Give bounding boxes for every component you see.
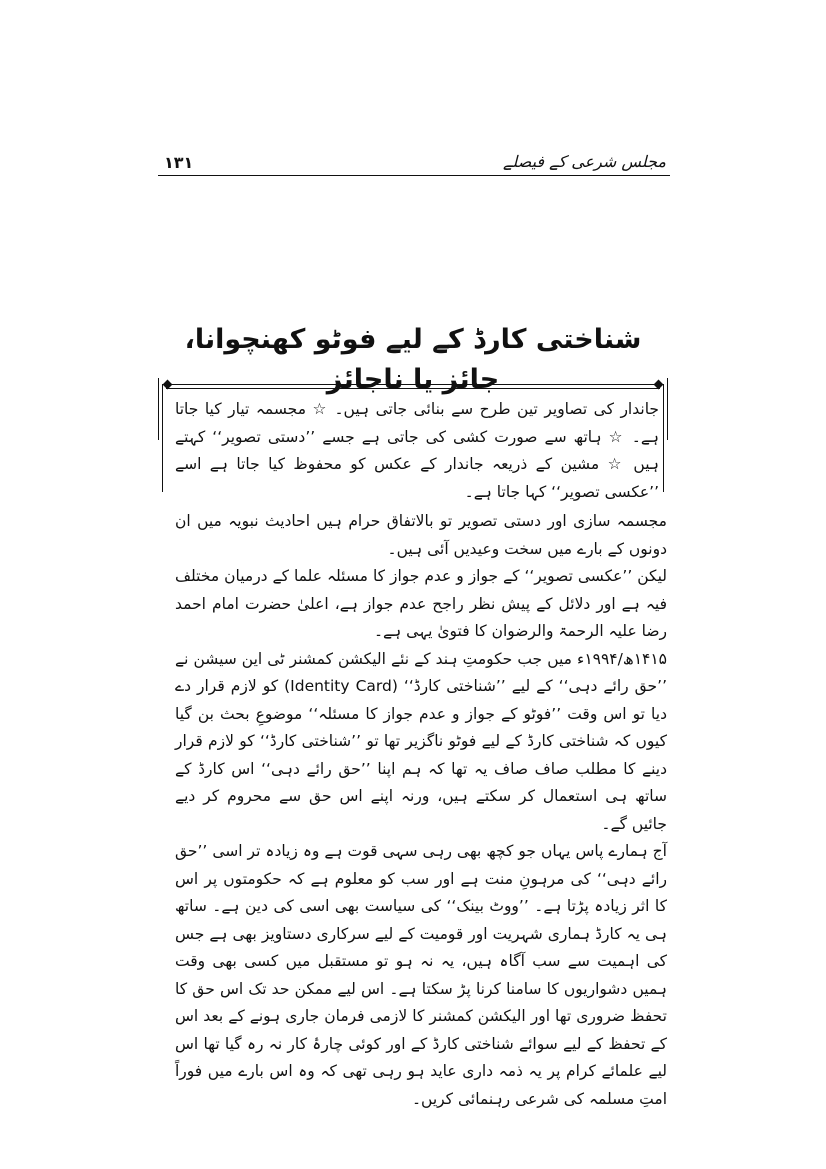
- header-rule: [158, 175, 670, 176]
- frame-right-outer: [667, 378, 668, 440]
- frame-left-inner: [162, 384, 163, 492]
- chapter-title: شناختی کارڈ کے لیے فوٹو کھنچوانا، جائز یا ناجائز: [184, 324, 642, 396]
- frame-rule-outer: [162, 384, 664, 385]
- running-title: مجلس شرعی کے فیصلے: [497, 150, 668, 174]
- paragraph: آج ہمارے پاس یہاں جو کچھ بھی رہی سہی قوت ہے وہ زیادہ تر اسی ’’حق رائے دہی‘‘ کی مرہونِ منت ہے اور سب کو معلوم ہے کہ حکومتوں پر اس کا اثر زیادہ پڑتا ہے۔ ’’ووٹ بینک‘‘ کی سیاست بھی اسی کی دین ہے۔ ساتھ ہی یہ کارڈ ہماری شہریت اور قومیت کے لیے سرکاری دستاویز بھی ہے جس کی اہمیت سے سب آگاہ ہیں، یہ نہ ہو تو مستقبل میں کسی بھی وقت ہمیں دشواریوں کا سامنا کرنا پڑ سکتا ہے۔ اس لیے ممکن حد تک اس حق کا تحفظ ضروری تھا اور الیکشن کمشنر کا لازمی فرمان جاری ہونے کے بعد اس کے تحفظ کے لیے سوائے شناختی کارڈ کے اور کوئی چارۂ کار نہ رہ گیا تھا اس لیے علمائے کرام پر یہ ذمہ داری عاید ہو رہی تھی کہ وہ اس بارے میں فوراً امتِ مسلمہ کی شرعی رہنمائی کریں۔: [175, 842, 667, 1108]
- article-body: [175, 396, 667, 1113]
- paragraph-intro: جاندار کی تصاویر تین طرح سے بنائی جاتی ہیں۔ ☆ مجسمہ تیار کیا جاتا ہے۔ ☆ ہاتھ سے صورت کشی کی جاتی ہے جسے ’’دستی تصویر‘‘ کہتے ہیں ☆ مشین کے ذریعہ جاندار کے عکس کو محفوظ کیا جاتا ہے اسے ’’عکسی تصویر‘‘ کہا جاتا ہے۔: [175, 400, 659, 501]
- running-header: [158, 152, 670, 178]
- paragraph: ۱۴۱۵ھ/۱۹۹۴ء میں جب حکومتِ ہند کے نئے الیکشن کمشنر ٹی این سیشن نے ’’حق رائے دہی‘‘ کے لیے ’’شناختی کارڈ‘‘ (Identity Card) کو لازم قرار دے دیا تو اس وقت ’’فوٹو کے جواز و عدم جواز کا مسئلہ‘‘ موضوعِ بحث بن گیا کیوں کہ شناختی کارڈ کے لیے فوٹو ناگزیر تھا تو ’’شناختی کارڈ‘‘ کو لازم قرار دینے کا مطلب صاف صاف یہ تھا کہ ہم اپنا ’’حق رائے دہی‘‘ اس کارڈ کے ساتھ ہی استعمال کر سکتے ہیں، ورنہ اپنے اس حق سے محروم کر دیے جائیں گے۔: [175, 649, 667, 833]
- paragraph: مجسمہ سازی اور دستی تصویر تو بالاتفاق حرام ہیں احادیث نبویہ میں ان دونوں کے بارے میں سخت وعیدیں آئی ہیں۔: [175, 512, 667, 558]
- page-number: ۱۳۱: [162, 152, 199, 174]
- frame-left-outer: [158, 378, 159, 440]
- frame-rule-inner: [166, 388, 660, 389]
- paragraph: لیکن ’’عکسی تصویر‘‘ کے جواز و عدم جواز کا مسئلہ علما کے درمیان مختلف فیہ ہے اور دلائل کے پیش نظر راجح عدم جواز ہے، اعلیٰ حضرت امام احمد رضا علیہ الرحمۃ والرضوان کا فتویٰ یہی ہے۔: [175, 567, 667, 640]
